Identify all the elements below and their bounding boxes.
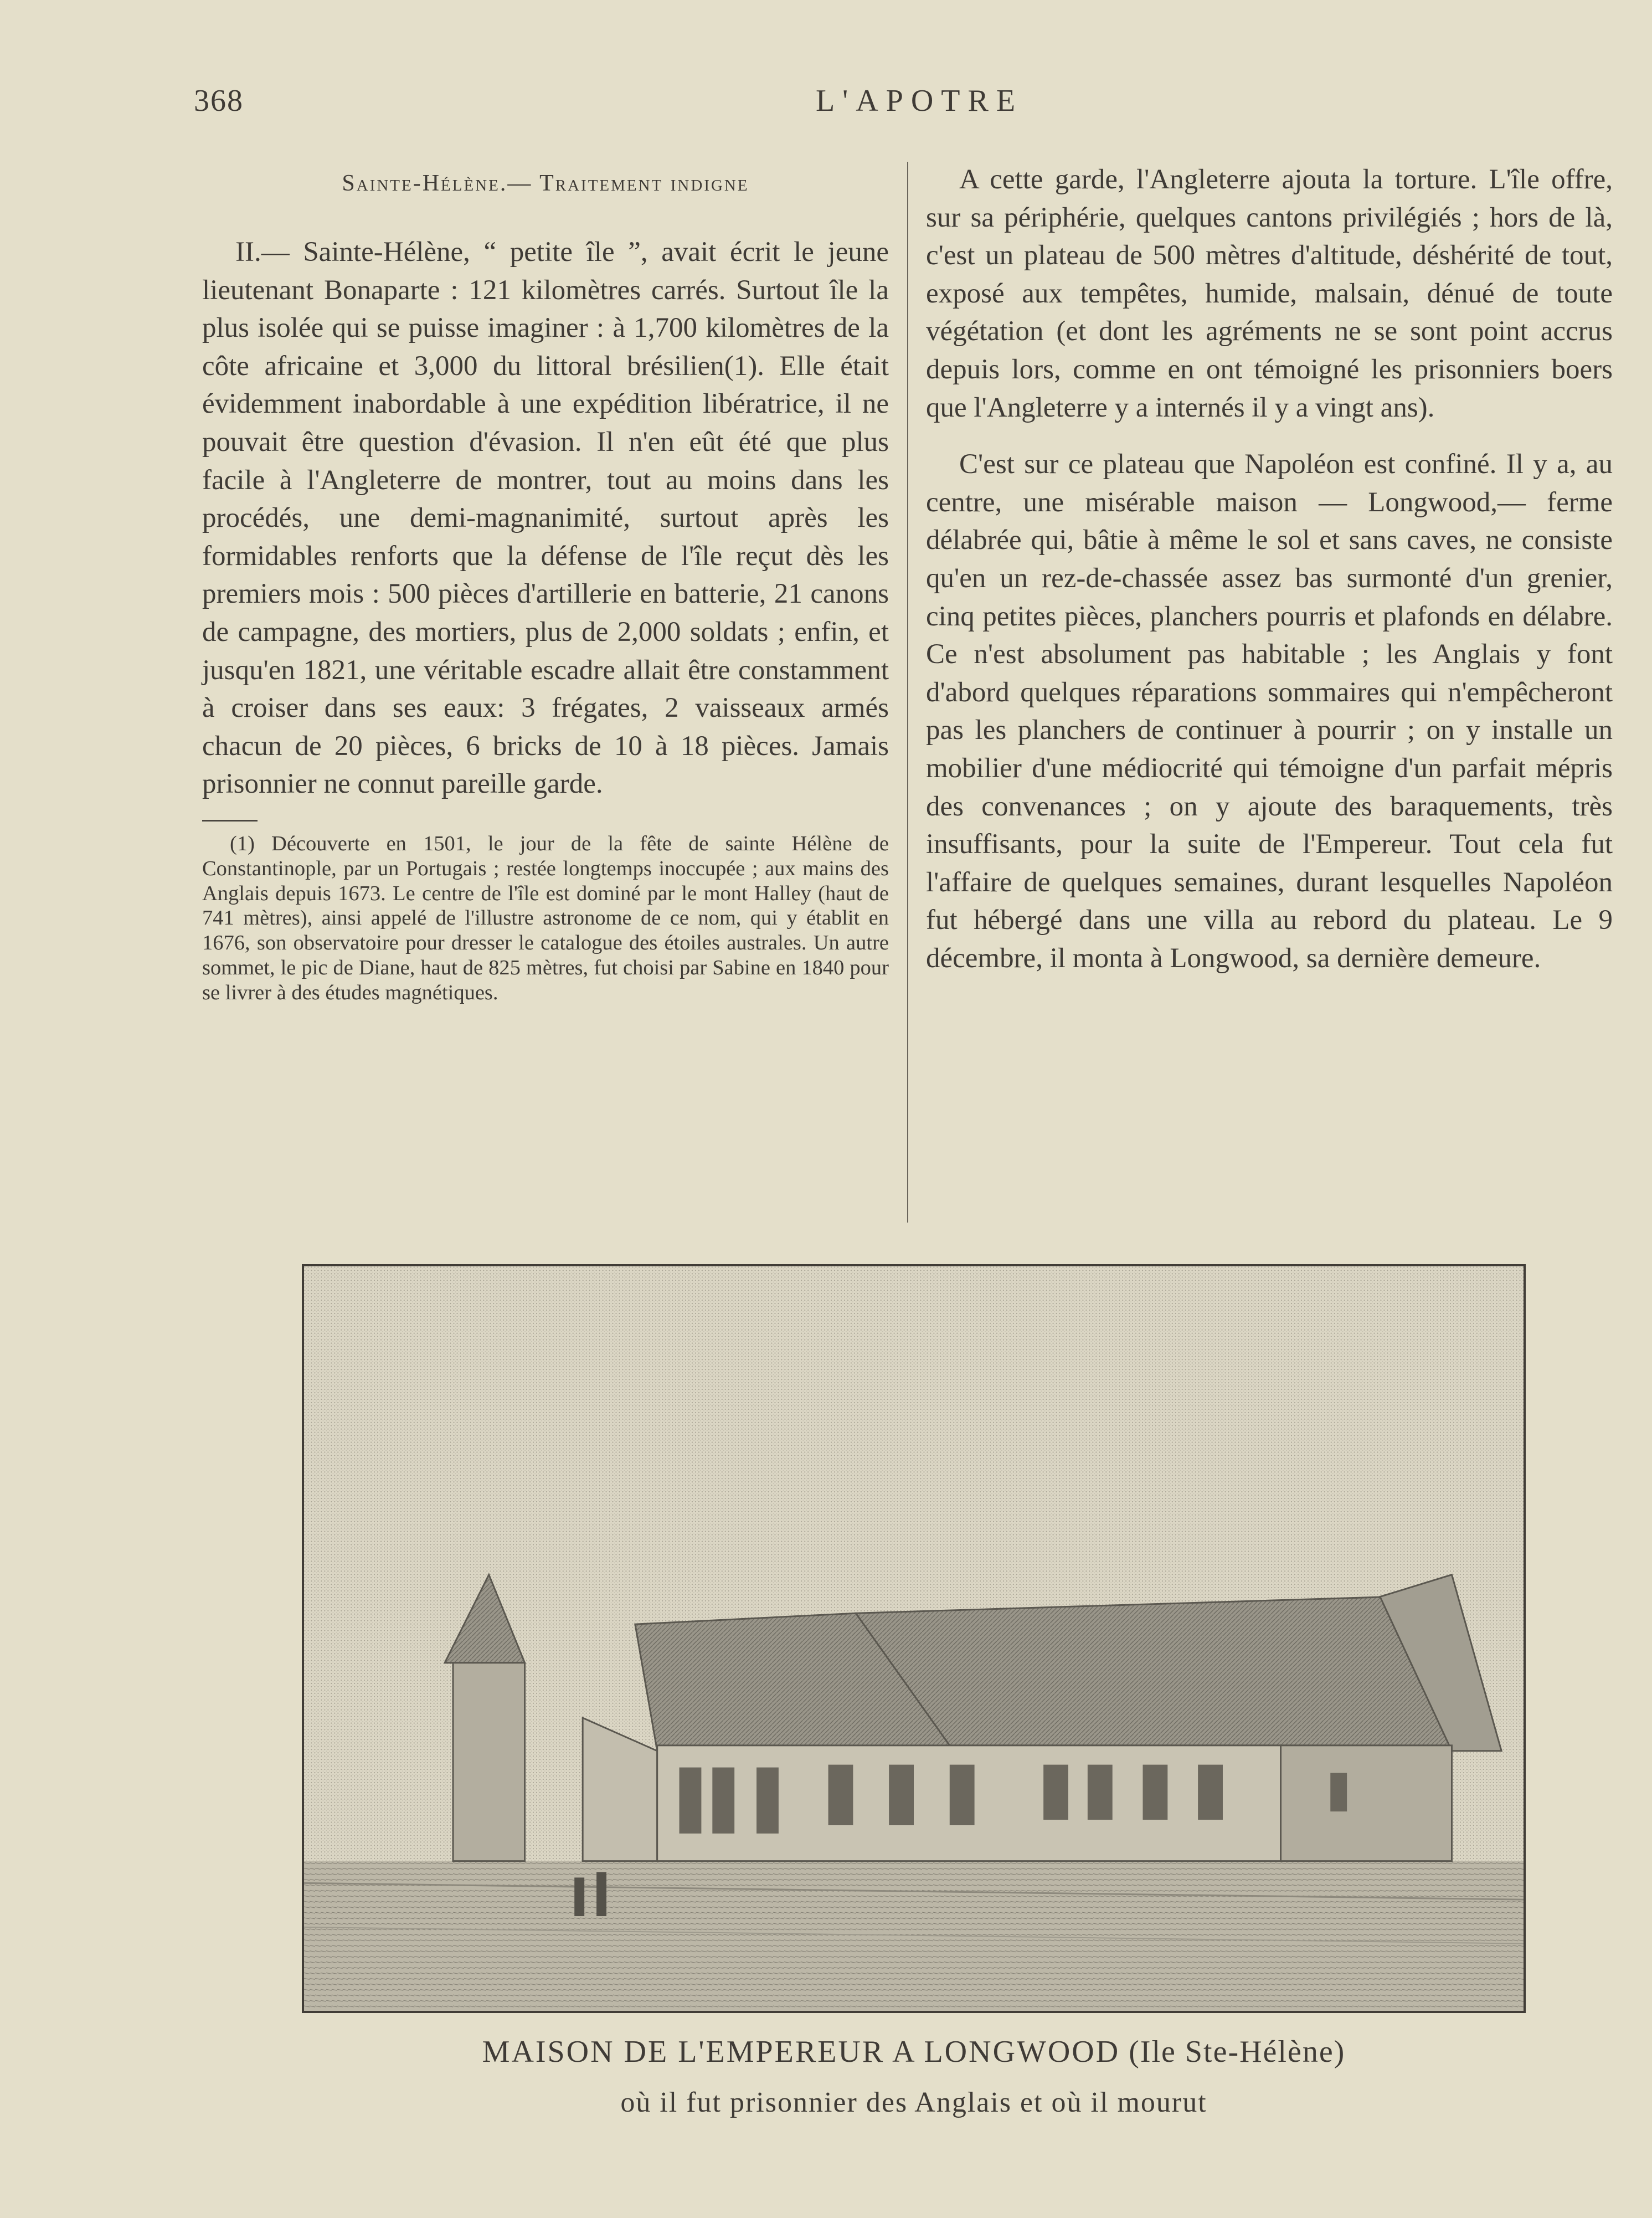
figure-caption-subtitle: où il fut prisonnier des Anglais et où il mourut bbox=[620, 2087, 1207, 2118]
right-body-paragraph-2: C'est sur ce plateau que Napoléon est confiné. Il y a, au centre, une misérable maison — Longwood,— ferme délabrée qui, bâtie à même le sol et sans caves, ne consiste qu'en un rez-de-chassée assez bas surmonté d'un grenier, cinq petites pièces, planchers pourris et plafonds en délabre. Ce n'est absolument pas habitable ; les Anglais y font d'abord quelques réparations sommaires qui n'empêcheront pas les planchers de continuer à pourrir ; on y installe un mobilier d'une médiocrité qui témoigne d'un parfait mépris des convenances ; on y ajoute des baraquements, très insuffisants, pour la suite de l'Empereur. Tout cela fut l'affaire de quelques semaines, durant lesquelles Napoléon fut hébergé dans une villa au rebord du plateau. Le 9 décembre, il monta à Longwood, sa dernière demeure. bbox=[926, 449, 1613, 974]
figure-caption-title-line bbox=[302, 2034, 1526, 2070]
page-number: 368 bbox=[194, 84, 244, 118]
longwood-house-engraving bbox=[302, 1264, 1526, 2013]
figure-caption-title: MAISON DE L'EMPEREUR A LONGWOOD bbox=[482, 2035, 1120, 2069]
footnote: (1) Découverte en 1501, le jour de la fête de sainte Hélène de Constantinople, par un Portugais ; restée longtemps inoccupée ; aux mains des Anglais depuis 1673. Le centre de l'île est dominé par le mont Halley (haut de 741 mètres), ainsi appelé de l'illustre astronome de ce nom, qui y établit en 1676, son observatoire pour dresser le catalogue des étoiles australes. Un autre sommet, le pic de Diane, haut de 825 mètres, fut choisi par Sabine en 1840 pour se livrer à des études magnétiques. bbox=[202, 831, 889, 1004]
right-column bbox=[926, 161, 1613, 977]
section-heading: Sainte-Hélène.— Traitement indigne bbox=[342, 171, 749, 196]
footnote-rule bbox=[202, 820, 258, 822]
column-divider bbox=[907, 162, 908, 1223]
running-title: L'APOTRE bbox=[815, 84, 1023, 118]
right-body-paragraph-1: A cette garde, l'Angleterre ajouta la torture. L'île offre, sur sa périphérie, quelques cantons privilégiés ; hors de là, c'est un plateau de 500 mètres d'altitude, déshérité de tout, exposé aux tempêtes, humide, malsain, dénué de toute végétation (et dont les agréments ne se sont point accrus depuis lors, comme en ont témoigné les prisonniers boers que l'Angleterre y a internés il y a vingt ans). bbox=[926, 164, 1613, 423]
left-column bbox=[202, 163, 889, 1005]
left-body-paragraph: II.— Sainte-Hélène, “ petite île ”, avait écrit le jeune lieutenant Bonaparte : 121 kilomètres carrés. Surtout île la plus isolée qui se puisse imaginer : à 1,700 kilomètres de la côte africaine et 3,000 du littoral brésilien(1). Elle était évidemment inabordable à une expédition libératrice, il ne pouvait être question d'évasion. Il n'en eût été que plus facile à l'Angleterre de montrer, tout au moins dans les procédés, une demi-magnanimité, surtout après les formidables renforts que la défense de l'île reçut dès les premiers mois : 500 pièces d'artillerie en batterie, 21 canons de campagne, des mortiers, plus de 2,000 soldats ; enfin, et jusqu'en 1821, une véritable escadre allait être constamment à croiser dans ses eaux: 3 frégates, 2 vaisseaux armés chacun de 20 pièces, 6 bricks de 10 à 18 pièces. Jamais prisonnier ne connut pareille garde. bbox=[202, 237, 889, 800]
house-illustration bbox=[304, 1266, 1524, 2011]
page-header bbox=[194, 83, 1612, 127]
figure-caption-place: (Ile Ste-Hélène) bbox=[1129, 2035, 1346, 2069]
